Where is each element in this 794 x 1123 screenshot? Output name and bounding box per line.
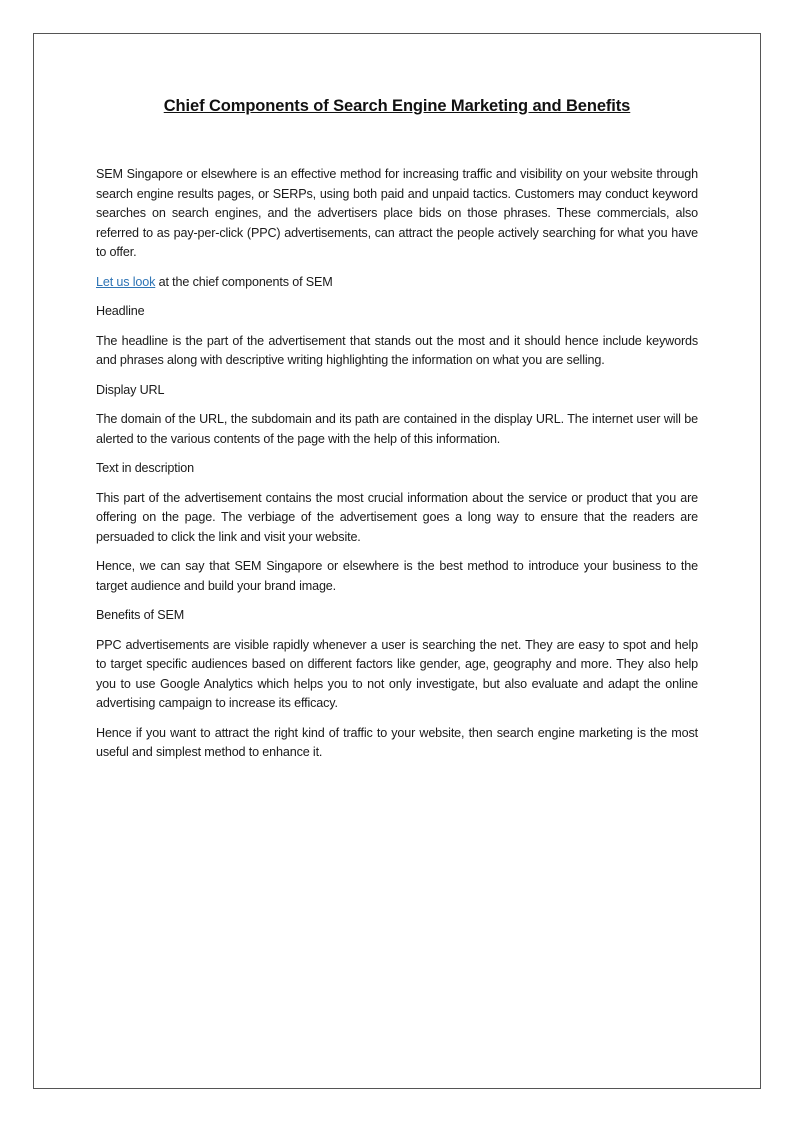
document-body bbox=[96, 165, 698, 773]
section-heading-headline: Headline bbox=[96, 304, 145, 318]
section-heading-display-url: Display URL bbox=[96, 382, 165, 397]
benefits-paragraph: PPC advertisements are visible rapidly whenever a user is searching the net. They are easy to spot and help to target specific audiences based on different factors like gender, age, geography and more. They also help you to use Google Analytics which helps you to not only investigate, but also evaluate and adapt the online advertising campaign to increase its efficacy. bbox=[96, 637, 698, 710]
summary-paragraph: Hence, we can say that SEM Singapore or elsewhere is the best method to introduce your business to the target audience and build your brand image. bbox=[96, 559, 698, 593]
section-heading-benefits: Benefits of SEM bbox=[96, 608, 185, 622]
headline-paragraph: The headline is the part of the advertisement that stands out the most and it should hence include keywords and phrases along with descriptive writing highlighting the information on what you are selling. bbox=[96, 333, 698, 367]
display-url-paragraph: The domain of the URL, the subdomain and its path are contained in the display URL. The internet user will be alerted to the various contents of the page with the help of this information. bbox=[96, 412, 698, 446]
section-heading-description: Text in description bbox=[96, 461, 194, 475]
page-title: Chief Components of Search Engine Marketing and Benefits bbox=[163, 97, 631, 115]
lead-line bbox=[96, 273, 698, 293]
let-us-look-link[interactable]: Let us look bbox=[96, 274, 156, 289]
conclusion-paragraph: Hence if you want to attract the right kind of traffic to your website, then search engine marketing is the most useful and simplest method to enhance it. bbox=[96, 725, 698, 759]
description-paragraph: This part of the advertisement contains the most crucial information about the service or product that you are offering on the page. The verbiage of the advertisement goes a long way to ensure that the readers are persuaded to click the link and visit your website. bbox=[96, 490, 698, 544]
lead-line-text: at the chief components of SEM bbox=[155, 274, 333, 289]
intro-paragraph: SEM Singapore or elsewhere is an effective method for increasing traffic and visibility on your website through search engine results pages, or SERPs, using both paid and unpaid tactics. Customers may conduct keyword searches on search engines, and the advertisers place bids on those phrases. These commercials, also referred to as pay-per-click (PPC) advertisements, can attract the people actively searching for what you have to offer. bbox=[96, 167, 698, 259]
